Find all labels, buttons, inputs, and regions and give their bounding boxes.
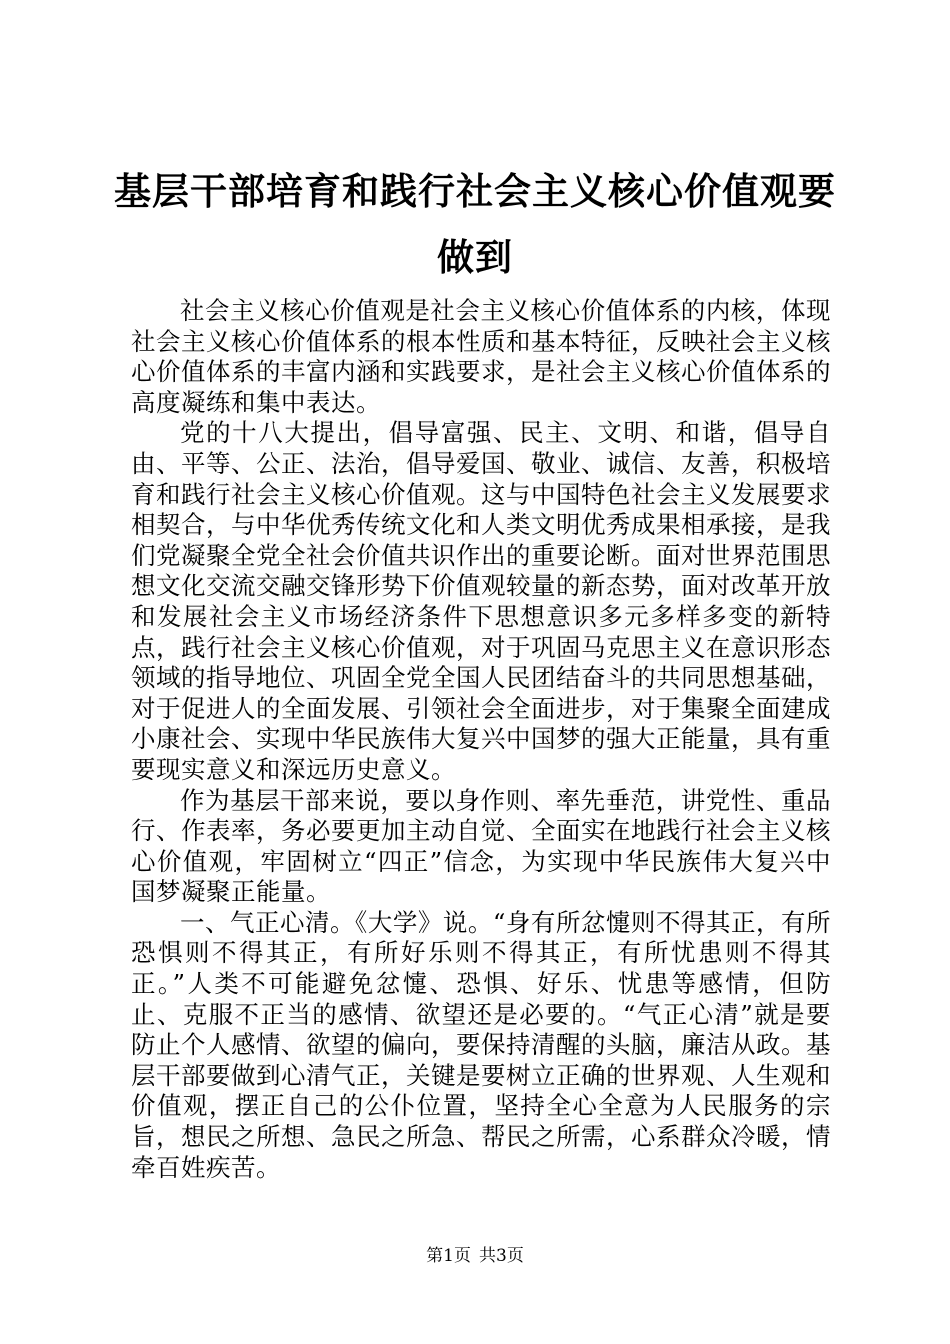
document-title: 基层干部培育和践行社会主义核心价值观要做到 <box>114 169 836 279</box>
page-number: 第1页 <box>426 1246 471 1266</box>
paragraph: 一、气正心清。《大学》说。“身有所忿懥则不得其正，有所恐惧则不得其正，有所好乐则不得其正，有所忧患则不得其正。”人类不可能避免忿懥、恐惧、好乐、忧患等感情，但防止、克服不正当的感情、欲望还是必要的。“气正心清”就是要防止个人感情、欲望的偏向，要保持清醒的头脑，廉洁从政。基层干部要做到心清气正，关键是要树立正确的世界观、人生观和价值观，摆正自己的公仆位置，坚持全心全意为人民服务的宗旨，想民之所想、急民之所急、帮民之所需，心系群众冷暖，情牵百姓疾苦。 <box>131 907 831 1182</box>
page-footer <box>0 1244 950 1268</box>
page-total: 共3页 <box>479 1246 524 1266</box>
document-body <box>131 296 831 1183</box>
paragraph: 党的十八大提出，倡导富强、民主、文明、和谐，倡导自由、平等、公正、法治，倡导爱国、敬业、诚信、友善，积极培育和践行社会主义核心价值观。这与中国特色社会主义发展要求相契合，与中华优秀传统文化和人类文明优秀成果相承接，是我们党凝聚全党全社会价值共识作出的重要论断。面对世界范围思想文化交流交融交锋形势下价值观较量的新态势，面对改革开放和发展社会主义市场经济条件下思想意识多元多样多变的新特点，践行社会主义核心价值观，对于巩固马克思主义在意识形态领域的指导地位、巩固全党全国人民团结奋斗的共同思想基础，对于促进人的全面发展、引领社会全面进步，对于集聚全面建成小康社会、实现中华民族伟大复兴中国梦的强大正能量，具有重要现实意义和深远历史意义。 <box>131 418 831 784</box>
paragraph: 社会主义核心价值观是社会主义核心价值体系的内核，体现社会主义核心价值体系的根本性质和基本特征，反映社会主义核心价值体系的丰富内涵和实践要求，是社会主义核心价值体系的高度凝练和集中表达。 <box>131 296 831 417</box>
paragraph: 作为基层干部来说，要以身作则、率先垂范，讲党性、重品行、作表率，务必要更加主动自觉、全面实在地践行社会主义核心价值观，牢固树立“四正”信念，为实现中华民族伟大复兴中国梦凝聚正能量。 <box>131 785 831 907</box>
